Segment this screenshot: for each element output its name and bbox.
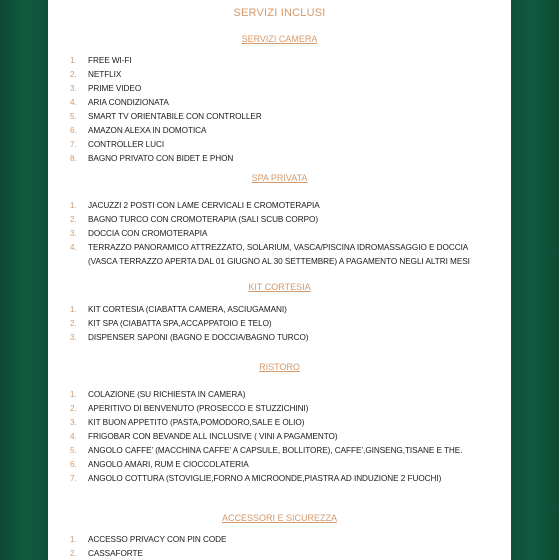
list-item: 2. NETFLIX: [70, 70, 122, 79]
list-item: 2. CASSAFORTE: [70, 549, 143, 558]
list-item: 5. SMART TV ORIENTABILE CON CONTROLLER: [70, 112, 262, 121]
right-green-border: [511, 0, 559, 560]
list-kit-cortesia: [70, 303, 488, 345]
list-servizi-camera: [70, 54, 488, 166]
left-green-border: [0, 0, 48, 560]
list-item: 2. KIT SPA (CIABATTA SPA,ACCAPPATOIO E TELO): [70, 319, 272, 328]
list-item: 2. APERITIVO DI BENVENUTO (PROSECCO E STUZZICHINI): [70, 404, 309, 413]
list-item: 4. TERRAZZO PANORAMICO ATTREZZATO, SOLARIUM, VASCA/PISCINA IDROMASSAGGIO E DOCCIA (VASCA TERRAZZO APERTA DAL 01 GIUGNO AL 30 SETTEMBRE) A PAGAMENTO NEGLI ALTRI MESI: [70, 243, 470, 266]
section-heading-servizi-camera: SERVIZI CAMERA: [241, 34, 318, 44]
section-heading-ristoro: RISTORO: [259, 362, 300, 372]
list-item: 1. FREE WI-FI: [70, 56, 132, 65]
list-item: 1. COLAZIONE (SU RICHIESTA IN CAMERA): [70, 390, 246, 399]
list-accessori-sicurezza: [70, 533, 488, 560]
list-item: 1. KIT CORTESIA (CIABATTA CAMERA, ASCIUGAMANI): [70, 305, 287, 314]
list-ristoro: [70, 388, 488, 486]
section-heading-accessori-sicurezza: ACCESSORI E SICUREZZA: [221, 513, 338, 523]
list-item: 6. AMAZON ALEXA IN DOMOTICA: [70, 126, 207, 135]
list-item: 3. PRIME VIDEO: [70, 84, 142, 93]
list-item: 3. DISPENSER SAPONI (BAGNO E DOCCIA/BAGNO TURCO): [70, 333, 309, 342]
list-item: 5. ANGOLO CAFFE’ (MACCHINA CAFFE’ A CAPSULE, BOLLITORE), CAFFE’,GINSENG,TISANE E THE.: [70, 446, 463, 455]
list-item: 8. BAGNO PRIVATO CON BIDET E PHON: [70, 154, 234, 163]
list-item: 7. ANGOLO COTTURA (STOVIGLIE,FORNO A MICROONDE,PIASTRA AD INDUZIONE 2 FUOCHI): [70, 474, 442, 483]
list-spa-privata: [70, 199, 488, 269]
list-item: 6. ANGOLO AMARI, RUM E CIOCCOLATERIA: [70, 460, 249, 469]
list-item: 4. ARIA CONDIZIONATA: [70, 98, 169, 107]
section-heading-kit-cortesia: KIT CORTESIA: [248, 282, 311, 292]
list-item: 7. CONTROLLER LUCI: [70, 140, 165, 149]
page-title: SERVIZI INCLUSI: [233, 7, 326, 19]
document-page: [48, 0, 511, 560]
list-item: 1. ACCESSO PRIVACY CON PIN CODE: [70, 535, 227, 544]
list-item: 3. KIT BUON APPETITO (PASTA,POMODORO,SALE E OLIO): [70, 418, 305, 427]
list-item: 3. DOCCIA CON CROMOTERAPIA: [70, 229, 208, 238]
list-item: 4. FRIGOBAR CON BEVANDE ALL INCLUSIVE ( VINI A PAGAMENTO): [70, 432, 338, 441]
list-item: 1. JACUZZI 2 POSTI CON LAME CERVICALI E CROMOTERAPIA: [70, 201, 320, 210]
list-item: 2. BAGNO TURCO CON CROMOTERAPIA (SALI SCUB CORPO): [70, 215, 319, 224]
section-heading-spa-privata: SPA PRIVATA: [251, 173, 308, 183]
